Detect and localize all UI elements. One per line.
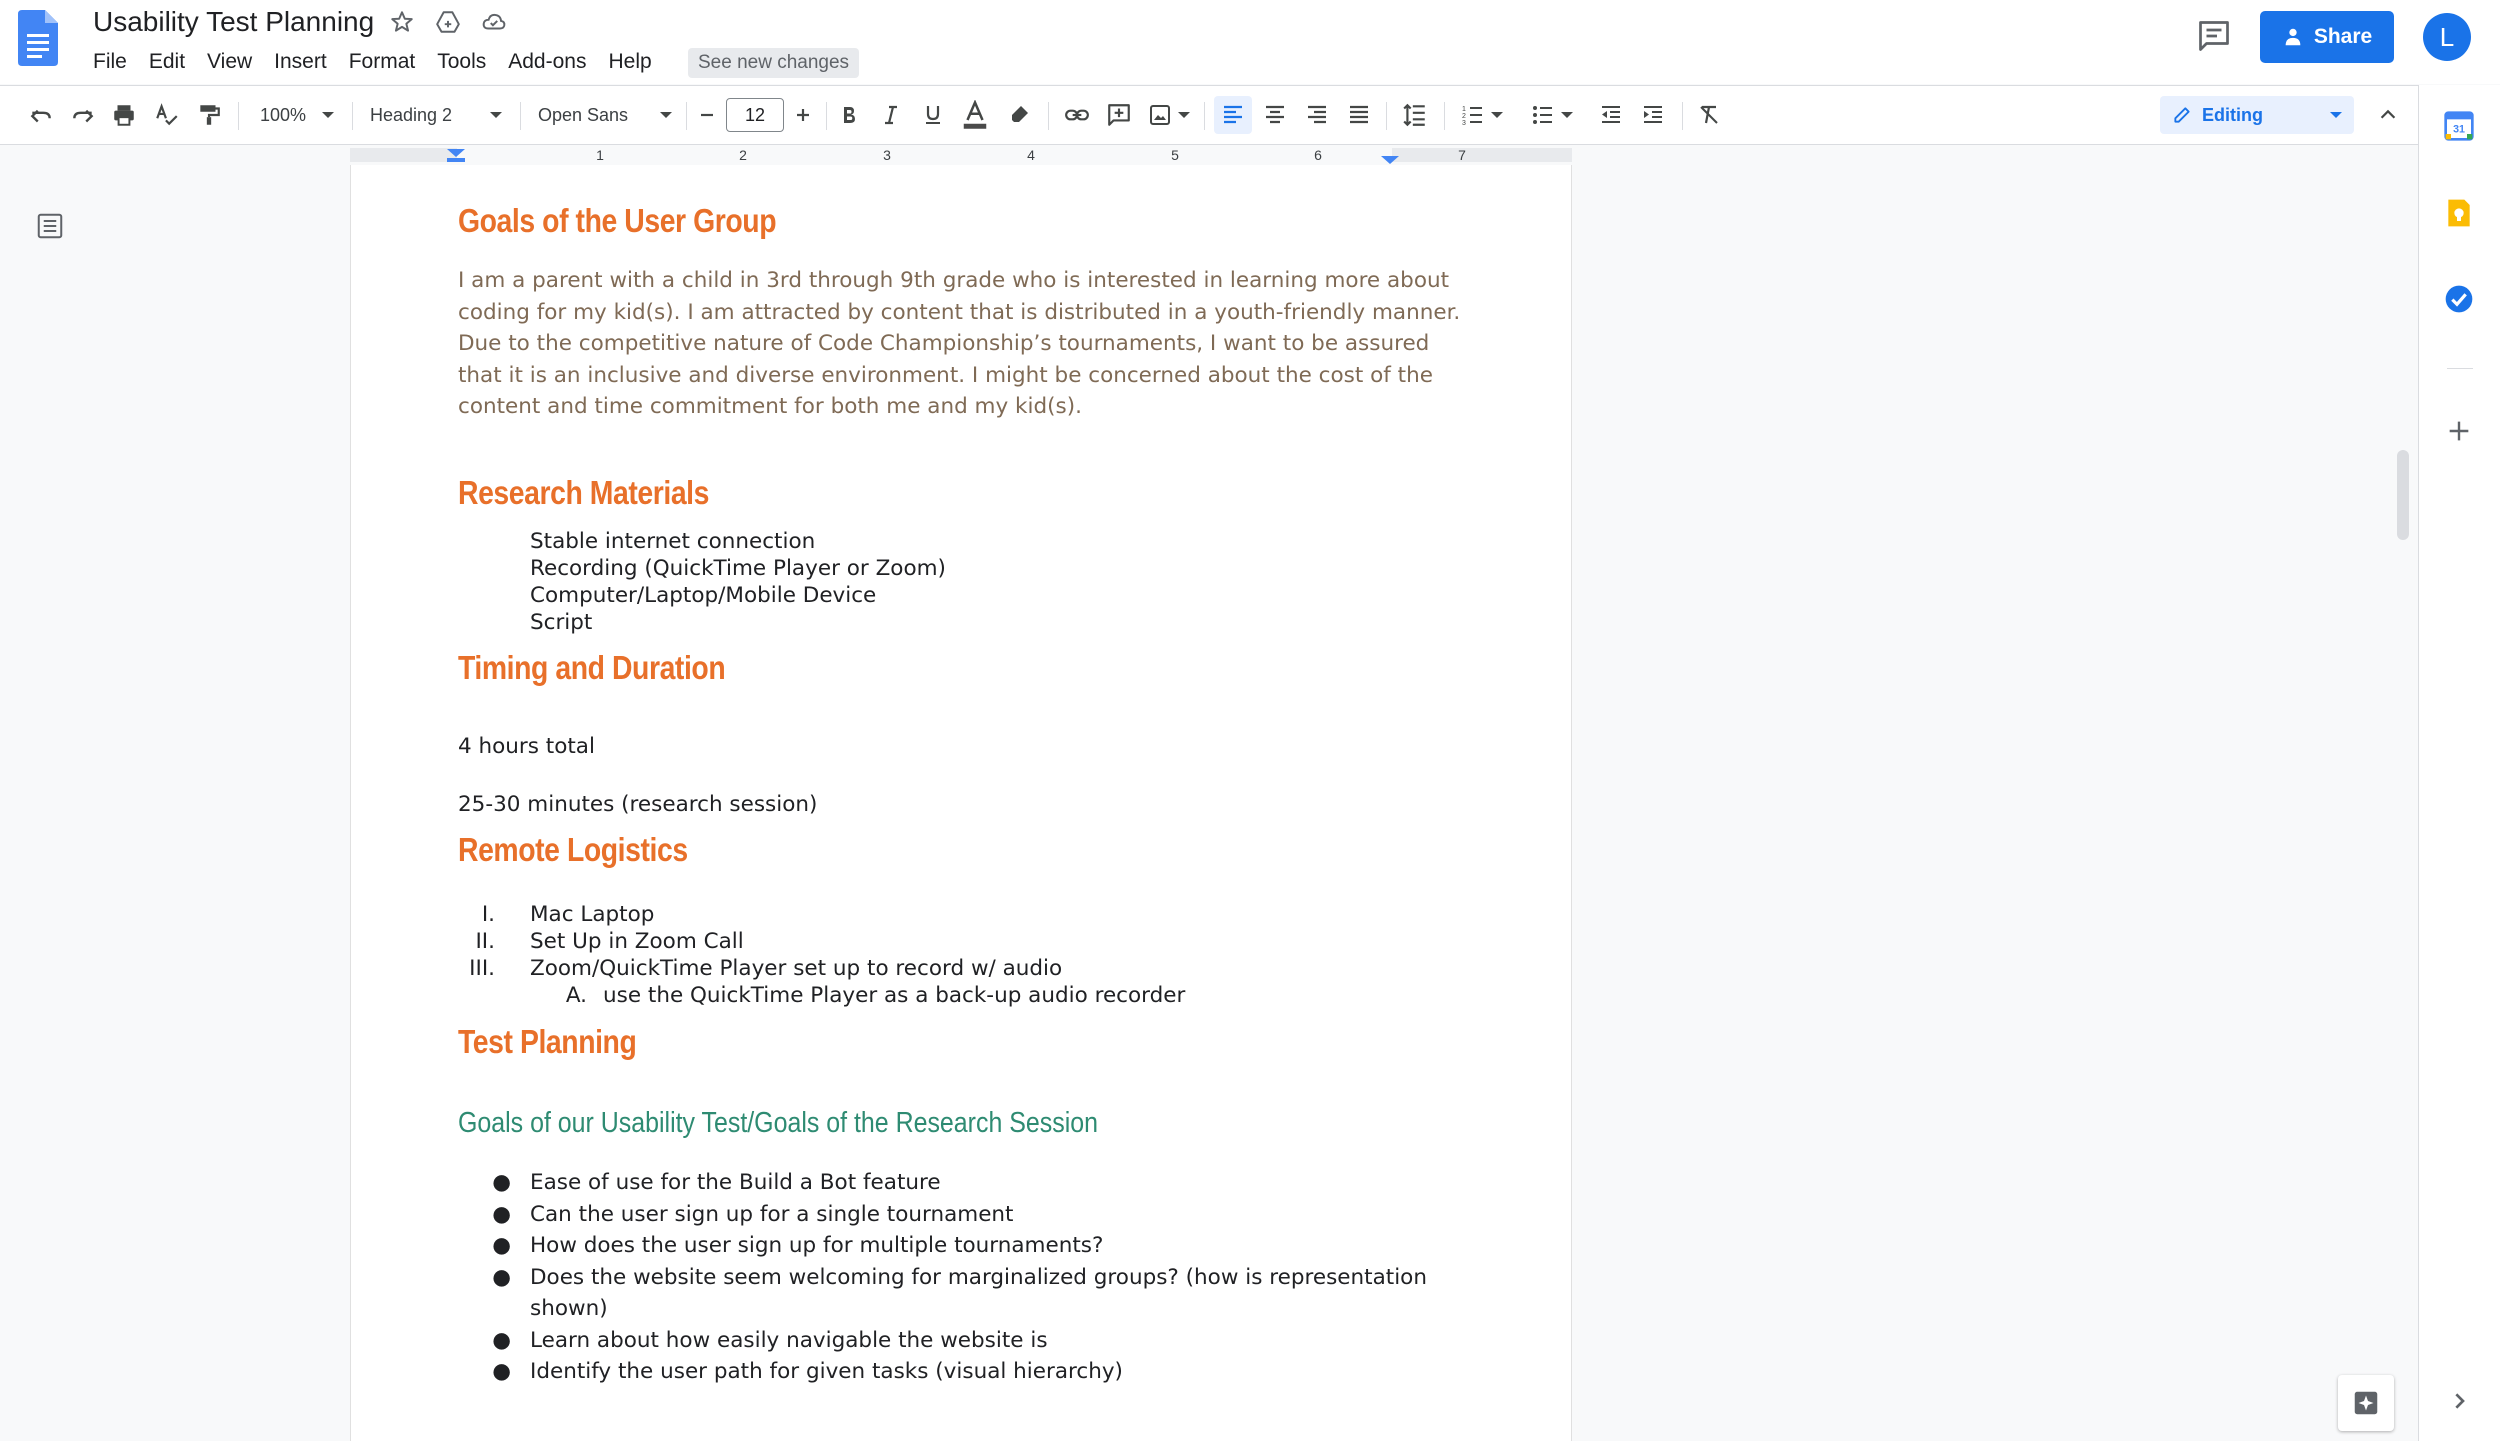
list-marker: A. [565, 983, 587, 1008]
timing-total: 4 hours total [458, 734, 595, 759]
bullet-icon: ● [492, 1202, 511, 1227]
italic-icon[interactable] [872, 96, 910, 134]
editing-mode-label: Editing [2202, 104, 2263, 125]
zoom-select[interactable] [252, 96, 342, 134]
keep-icon[interactable] [2443, 197, 2475, 229]
subheading-goals-usability-test: Goals of our Usability Test/Goals of the Research Session [458, 1107, 1098, 1139]
ruler-number: 7 [1458, 147, 1466, 163]
star-icon[interactable] [388, 8, 416, 36]
chevron-down-icon [1491, 112, 1503, 118]
menu-edit[interactable]: Edit [148, 50, 186, 73]
svg-text:1: 1 [1462, 106, 1466, 113]
list-marker: I. [481, 902, 495, 927]
highlight-icon[interactable] [1000, 96, 1038, 134]
svg-text:2: 2 [1462, 113, 1466, 120]
numbered-list-icon[interactable] [1454, 96, 1510, 134]
see-new-changes-button[interactable]: See new changes [688, 48, 859, 78]
ruler-number: 4 [1027, 147, 1035, 163]
bullet-icon: ● [492, 1328, 511, 1353]
increase-font-size-button[interactable] [788, 96, 818, 134]
heading-remote-logistics: Remote Logistics [458, 831, 688, 868]
zoom-value: 100% [260, 104, 307, 125]
list-item: Computer/Laptop/Mobile Device [530, 583, 877, 608]
list-item: How does the user sign up for multiple tournaments? [530, 1233, 1104, 1258]
align-left-icon[interactable] [1214, 96, 1252, 134]
tasks-icon[interactable] [2443, 283, 2475, 315]
menu-insert[interactable]: Insert [274, 50, 327, 73]
add-comment-icon[interactable] [1100, 96, 1138, 134]
list-item: Zoom/QuickTime Player set up to record w/ audio [530, 956, 1063, 981]
list-item: Set Up in Zoom Call [530, 929, 744, 954]
ruler-number: 3 [883, 147, 891, 163]
formatting-toolbar [0, 85, 2418, 145]
docs-logo-icon[interactable] [18, 10, 58, 66]
link-icon[interactable] [1058, 96, 1096, 134]
bullet-icon: ● [492, 1170, 511, 1195]
menu-format[interactable]: Format [348, 50, 416, 73]
list-marker: III. [469, 956, 495, 981]
menu-file[interactable]: File [93, 50, 127, 73]
cloud-saved-icon[interactable] [480, 8, 508, 36]
add-icon[interactable] [2443, 415, 2475, 447]
bullet-icon: ● [492, 1359, 511, 1384]
decrease-indent-icon[interactable] [1592, 96, 1630, 134]
font-size-input[interactable]: 12 [726, 98, 784, 132]
chevron-down-icon [1561, 112, 1573, 118]
calendar-icon[interactable] [2443, 110, 2475, 142]
insert-image-icon[interactable] [1144, 96, 1194, 134]
avatar[interactable]: L [2423, 13, 2471, 61]
ruler[interactable] [0, 145, 2418, 165]
font-family-value: Open Sans [538, 104, 629, 125]
chevron-down-icon [2330, 112, 2342, 118]
bullet-icon: ● [492, 1233, 511, 1258]
chevron-down-icon [1178, 112, 1190, 118]
comment-history-icon[interactable] [2196, 18, 2232, 54]
heading-test-planning: Test Planning [458, 1023, 637, 1060]
lock-person-icon [2282, 26, 2304, 48]
side-panel [2418, 85, 2500, 1441]
list-item: Can the user sign up for a single tournament [530, 1202, 1014, 1227]
chevron-right-icon[interactable] [2443, 1385, 2475, 1417]
redo-icon[interactable] [64, 96, 102, 134]
increase-indent-icon[interactable] [1634, 96, 1672, 134]
document-canvas [0, 165, 2418, 1441]
list-item-continued: shown) [530, 1296, 608, 1321]
document-page[interactable] [350, 165, 1572, 1441]
share-button[interactable] [2260, 11, 2394, 63]
ruler-number: 2 [739, 147, 747, 163]
menu-tools[interactable]: Tools [437, 50, 487, 73]
list-item: Identify the user path for given tasks (visual hierarchy) [530, 1359, 1123, 1384]
font-family-select[interactable] [530, 96, 680, 134]
share-label: Share [2313, 25, 2373, 48]
goals-paragraph: I am a parent with a child in 3rd through 9th grade who is interested in learning more about coding for my kid(s). I am attracted by content that is distributed in a youth-friendly manner. Due to the competitive nature of Code Championship’s tournaments, I want to be assured that it is an inclusive and diverse environment. I might be concerned about the cost of the content and time commitment for both me and my kid(s). [458, 268, 1461, 419]
svg-text:3: 3 [1462, 120, 1466, 127]
paragraph-style-select[interactable] [362, 96, 510, 134]
bullet-icon: ● [492, 1265, 511, 1290]
document-outline-icon[interactable] [35, 211, 65, 241]
move-to-drive-icon[interactable] [434, 8, 462, 36]
list-item: Script [530, 610, 593, 635]
paragraph-style-value: Heading 2 [370, 104, 453, 125]
menu-add-ons[interactable]: Add-ons [508, 50, 587, 73]
chevron-down-icon [322, 112, 334, 118]
spellcheck-icon[interactable] [148, 96, 186, 134]
underline-icon[interactable] [914, 96, 952, 134]
editing-mode-select[interactable] [2160, 96, 2354, 134]
list-item: Recording (QuickTime Player or Zoom) [530, 556, 946, 581]
undo-icon[interactable] [22, 96, 60, 134]
list-item: Learn about how easily navigable the website is [530, 1328, 1048, 1353]
list-subitem: use the QuickTime Player as a back-up audio recorder [603, 983, 1186, 1008]
clear-formatting-icon[interactable] [1690, 96, 1728, 134]
ruler-number: 5 [1171, 147, 1179, 163]
text-color-icon[interactable] [956, 96, 994, 134]
ruler-number: 1 [596, 147, 604, 163]
heading-goals: Goals of the User Group [458, 202, 777, 239]
print-icon[interactable] [105, 96, 143, 134]
paint-format-icon[interactable] [190, 96, 228, 134]
align-center-icon[interactable] [1256, 96, 1294, 134]
svg-text:31: 31 [2453, 123, 2465, 136]
timing-session: 25-30 minutes (research session) [458, 792, 818, 817]
list-item: Ease of use for the Build a Bot feature [530, 1170, 941, 1195]
heading-timing: Timing and Duration [458, 649, 726, 686]
explore-icon[interactable] [2338, 1375, 2394, 1431]
chevron-down-icon [660, 112, 672, 118]
align-right-icon[interactable] [1298, 96, 1336, 134]
list-item: Does the website seem welcoming for marginalized groups? (how is representation [530, 1265, 1427, 1290]
chevron-down-icon [490, 112, 502, 118]
menu-bar [93, 47, 663, 77]
list-item: Mac Laptop [530, 902, 655, 927]
bold-icon[interactable] [830, 96, 868, 134]
menu-view[interactable]: View [207, 50, 253, 73]
ruler-number: 6 [1314, 147, 1322, 163]
vertical-scrollbar[interactable] [2397, 450, 2409, 540]
title-bar [0, 0, 2500, 84]
justify-icon[interactable] [1340, 96, 1378, 134]
collapse-menus-icon[interactable] [2370, 96, 2406, 134]
list-marker: II. [475, 929, 495, 954]
document-title[interactable]: Usability Test Planning [93, 6, 375, 37]
pencil-icon [2172, 105, 2192, 125]
line-spacing-icon[interactable] [1396, 96, 1434, 134]
bulleted-list-icon[interactable] [1524, 96, 1580, 134]
heading-research-materials: Research Materials [458, 474, 709, 511]
decrease-font-size-button[interactable] [692, 96, 722, 134]
menu-help[interactable]: Help [608, 50, 652, 73]
list-item: Stable internet connection [530, 529, 816, 554]
